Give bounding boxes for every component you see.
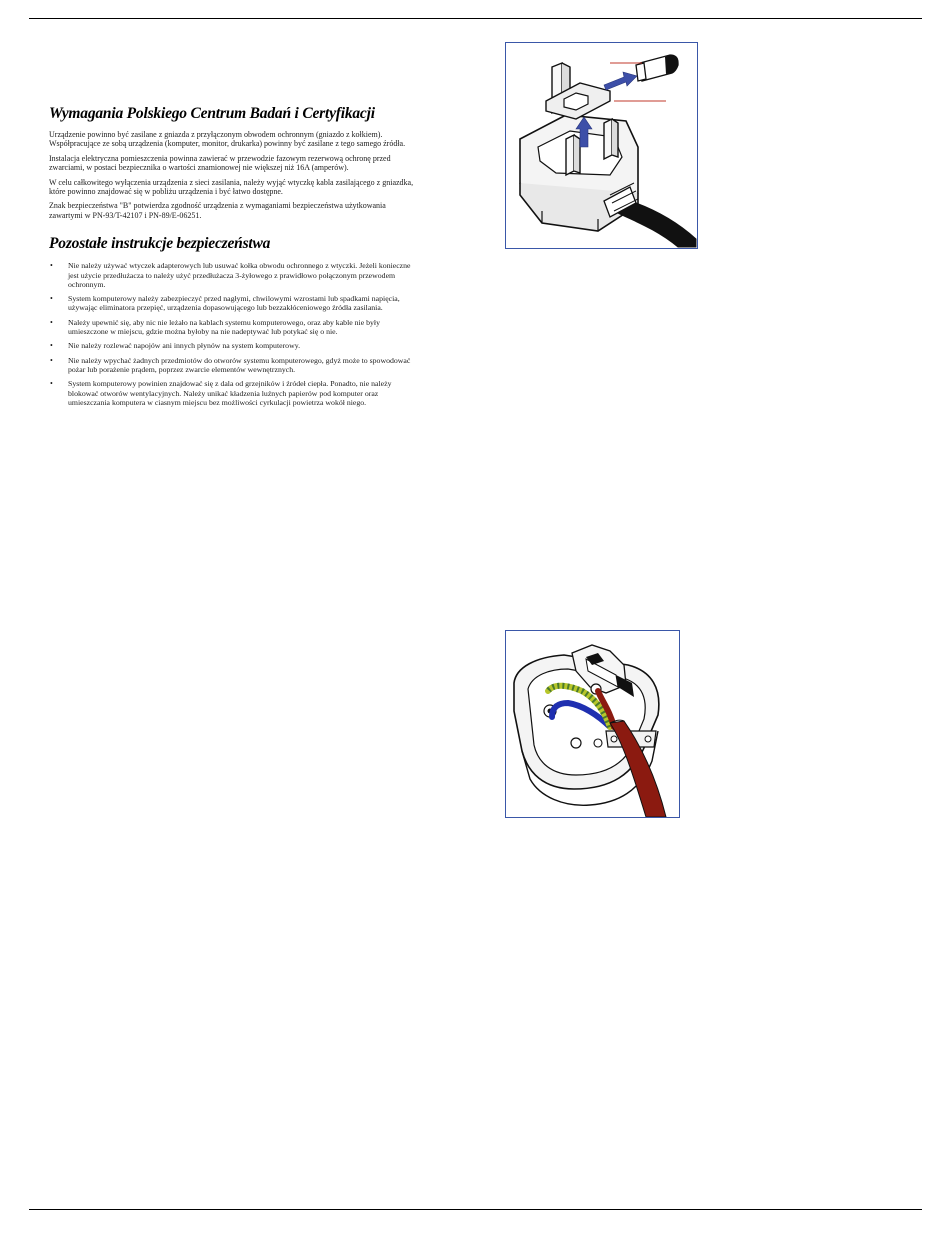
plug-wiring-figure: [505, 630, 680, 818]
section-title-pcbc: Wymagania Polskiego Centrum Badań i Certyfikacji: [49, 105, 375, 122]
paragraph: Znak bezpieczeństwa "B" potwierdza zgodność urządzenia z wymaganiami bezpieczeństwa użytkowania zawartymi w PN-93/T-42107 i PN-89/E-06251.: [49, 201, 386, 220]
paragraph: Instalacja elektryczna pomieszczenia powinna zawierać w przewodzie fazowym rezerwową ochronę przed zwarciami, w postaci bezpiecznika o wartości znamionowej nie większej niż 16A (amperów).: [49, 153, 391, 173]
paragraph: W celu całkowitego wyłączenia urządzenia z sieci zasilania, należy wyjąć wtyczkę kabla zasilającego z gniazdka, które powinno znajdować się w pobliżu urządzenia i być łatwo dostępne.: [49, 177, 414, 197]
list-item: [49, 356, 421, 375]
list-item-text: System komputerowy należy zabezpieczyć przed nagłymi, chwilowymi wzrostami lub spadkami napięcia, używając eliminatora przepięć, urządzenia dopasowującego lub bezzakłóceniowego źródła zasilania.: [68, 294, 400, 313]
section-title-safety: Pozostałe instrukcje bezpieczeństwa: [49, 235, 271, 253]
plug-wiring-icon: [506, 631, 679, 817]
bullet-icon: •: [50, 294, 53, 304]
list-item-text: System komputerowy powinien znajdować się z dala od grzejników i źródeł ciepła. Ponadto, nie należy blokować otworów wentylacyjnych. Należy unikać kładzenia luźnych papierów pod komputer oraz umieszczania komputera w ciasnym miejscu bez możliwości cyrkulacji powietrza wokół niego.: [68, 379, 392, 407]
bullet-icon: •: [50, 379, 53, 389]
bullet-icon: •: [50, 261, 53, 271]
safety-list: [49, 261, 421, 407]
list-item: [49, 341, 421, 350]
section-safety-instructions: [49, 234, 421, 407]
list-item: [49, 261, 421, 289]
paragraph: Urządzenie powinno być zasilane z gniazda z przyłączonym obwodem ochronnym (gniazdo z kołkiem). Współpracujące ze sobą urządzenia (komputer, monitor, drukarka) powinny być zasilane z tego samego źródła.: [49, 130, 406, 149]
left-column: [49, 104, 421, 412]
list-item-text: Nie należy używać wtyczek adapterowych lub usuwać kołka obwodu ochronnego z wtyczki. Jeżeli konieczne jest użycie przedłużacza to należy użyć przedłużacza 3-żyłowego z prawidłowo połączonym przewodem ochronnym.: [68, 261, 411, 289]
bullet-icon: •: [50, 341, 53, 351]
list-item-text: Należy upewnić się, aby nic nie leżało na kablach systemu komputerowego, oraz aby kable nie były umieszczone w miejscu, gdzie można byłoby na nie nadeptywać lub potykać się o nie.: [68, 317, 380, 337]
list-item-text: Nie należy wpychać żadnych przedmiotów do otworów systemu komputerowego, gdyż może to spowodować pożar lub porażenie prądem, poprzez zwarcie elementów wewnętrznych.: [68, 355, 411, 374]
bullet-icon: •: [50, 317, 53, 327]
bullet-icon: •: [50, 355, 53, 365]
bottom-rule: [29, 1209, 922, 1210]
top-rule: [29, 18, 922, 19]
list-item-text: Nie należy rozlewać napojów ani innych płynów na system komputerowy.: [68, 341, 301, 351]
list-item: [49, 318, 421, 337]
section-pcbc: [49, 104, 421, 220]
list-item: [49, 379, 421, 407]
list-item: [49, 294, 421, 313]
plug-fuse-replacement-icon: [506, 43, 697, 248]
plug-fuse-figure: [505, 42, 698, 249]
